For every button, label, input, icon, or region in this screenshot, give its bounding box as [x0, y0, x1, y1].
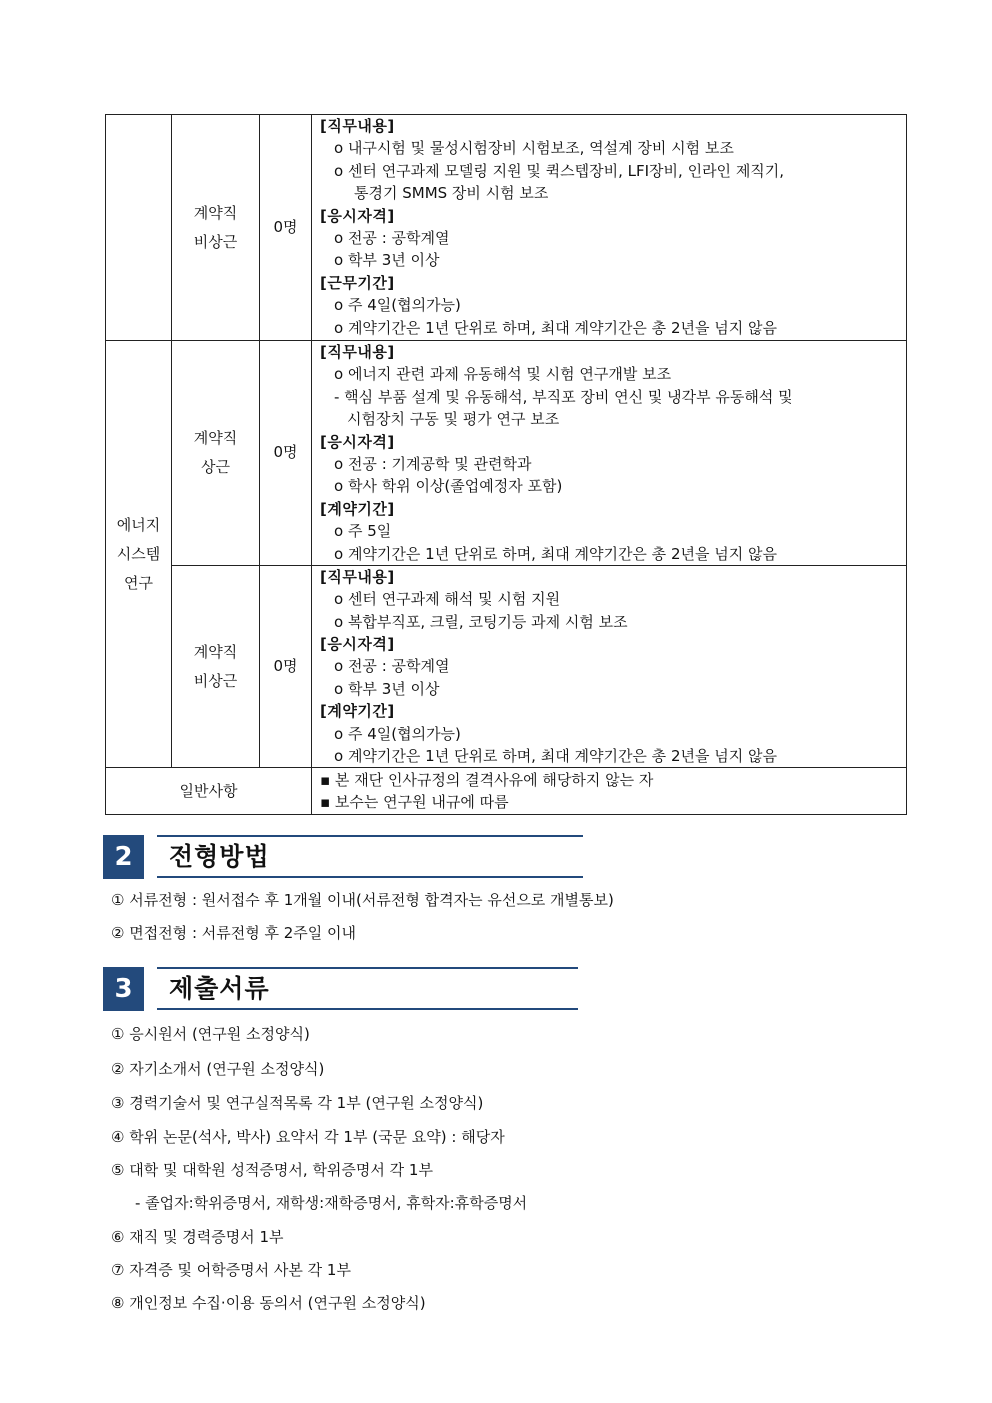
employment-type: 계약직 상근: [172, 341, 260, 566]
description-heading: [응시자격]: [320, 635, 395, 654]
description-line: o 센터 연구과제 모델링 지원 및 퀵스텝장비, LFI장비, 인라인 제직기,: [334, 161, 785, 180]
description-line: o 계약기간은 1년 단위로 하며, 최대 계약기간은 총 2년을 넘지 않음: [334, 544, 777, 563]
divider: [157, 876, 583, 878]
section-title: 전형방법: [169, 842, 270, 871]
description-heading: [응시자격]: [320, 432, 395, 451]
divider: [157, 835, 583, 837]
table-row: [106, 768, 907, 815]
table-row: [106, 341, 907, 566]
headcount: 0명: [260, 565, 312, 768]
employment-type: 계약직 비상근: [172, 115, 260, 341]
description-line: o 전공 : 공학계열: [334, 657, 450, 676]
description-line: o 학부 3년 이상: [334, 679, 440, 698]
description-heading: [계약기간]: [320, 702, 395, 721]
description-heading: [직무내용]: [320, 117, 395, 135]
description-heading: [근무기간]: [320, 273, 395, 292]
description-line: o 전공 : 기계공학 및 관련학과: [334, 454, 532, 473]
job-description: [312, 115, 907, 341]
dept-name: 에너지 시스템 연구: [106, 341, 172, 768]
description-line: o 주 5일: [334, 522, 392, 541]
description-line: o 센터 연구과제 해석 및 시험 지원: [334, 590, 561, 609]
description-heading: [직무내용]: [320, 343, 395, 361]
list-item: ⑧ 개인정보 수집·이용 동의서 (연구원 소정양식): [111, 1294, 426, 1312]
description-line: o 복합부직포, 크릴, 코팅기등 과제 시험 보조: [334, 612, 628, 631]
description-heading: [계약기간]: [320, 499, 395, 518]
list-item: - 졸업자:학위증명서, 재학생:재학증명서, 휴학자:휴학증명서: [135, 1194, 528, 1212]
section-2-header: [103, 835, 583, 879]
headcount: 0명: [260, 341, 312, 566]
list-item: ⑥ 재직 및 경력증명서 1부: [111, 1228, 284, 1246]
section-number: 3: [103, 967, 144, 1011]
dept-cell-empty: [106, 115, 172, 341]
headcount: 0명: [260, 115, 312, 341]
description-line: o 학부 3년 이상: [334, 251, 440, 270]
list-item: ② 면접전형 : 서류전형 후 2주일 이내: [111, 924, 357, 942]
general-info: ▪ 본 재단 인사규정의 결격사유에 해당하지 않는 자 ▪ 보수는 연구원 내규에 따름: [312, 768, 907, 815]
table-row: [106, 115, 907, 341]
list-item: ① 서류전형 : 원서접수 후 1개월 이내(서류전형 합격자는 유선으로 개별통보): [111, 891, 614, 909]
list-item: ⑦ 자격증 및 어학증명서 사본 각 1부: [111, 1261, 351, 1279]
description-line: o 에너지 관련 과제 유동해석 및 시험 연구개발 보조: [334, 365, 672, 384]
general-label: 일반사항: [106, 768, 312, 815]
recruitment-table: [105, 114, 907, 815]
section-number: 2: [103, 835, 144, 879]
description-line: o 주 4일(협의가능): [334, 724, 461, 743]
divider: [157, 967, 578, 969]
job-description: [312, 341, 907, 566]
description-line: o 계약기간은 1년 단위로 하며, 최대 계약기간은 총 2년을 넘지 않음: [334, 747, 777, 766]
description-line: 시험장치 구동 및 평가 연구 보조: [347, 410, 560, 429]
description-heading: [직무내용]: [320, 567, 395, 586]
description-line: o 내구시험 및 물성시험장비 시험보조, 역설계 장비 시험 보조: [334, 139, 734, 158]
list-item: ① 응시원서 (연구원 소정양식): [111, 1025, 310, 1043]
divider: [157, 1008, 578, 1010]
list-item: ④ 학위 논문(석사, 박사) 요약서 각 1부 (국문 요약) : 해당자: [111, 1128, 505, 1146]
section-title: 제출서류: [169, 974, 270, 1003]
description-line: o 주 4일(협의가능): [334, 296, 461, 315]
employment-type: 계약직 비상근: [172, 565, 260, 768]
description-line: 통경기 SMMS 장비 시험 보조: [354, 184, 549, 203]
section-3-header: [103, 967, 583, 1011]
table-row: [106, 565, 907, 768]
job-description: [312, 565, 907, 768]
list-item: ③ 경력기술서 및 연구실적목록 각 1부 (연구원 소정양식): [111, 1094, 484, 1112]
description-line: o 계약기간은 1년 단위로 하며, 최대 계약기간은 총 2년을 넘지 않음: [334, 318, 777, 337]
description-line: o 전공 : 공학계열: [334, 228, 450, 247]
description-heading: [응시자격]: [320, 206, 395, 225]
description-line: - 핵심 부품 설계 및 유동해석, 부직포 장비 연신 및 냉각부 유동해석 및: [334, 387, 793, 406]
list-item: ② 자기소개서 (연구원 소정양식): [111, 1060, 325, 1078]
description-line: o 학사 학위 이상(졸업예정자 포함): [334, 477, 563, 496]
list-item: ⑤ 대학 및 대학원 성적증명서, 학위증명서 각 1부: [111, 1161, 433, 1179]
